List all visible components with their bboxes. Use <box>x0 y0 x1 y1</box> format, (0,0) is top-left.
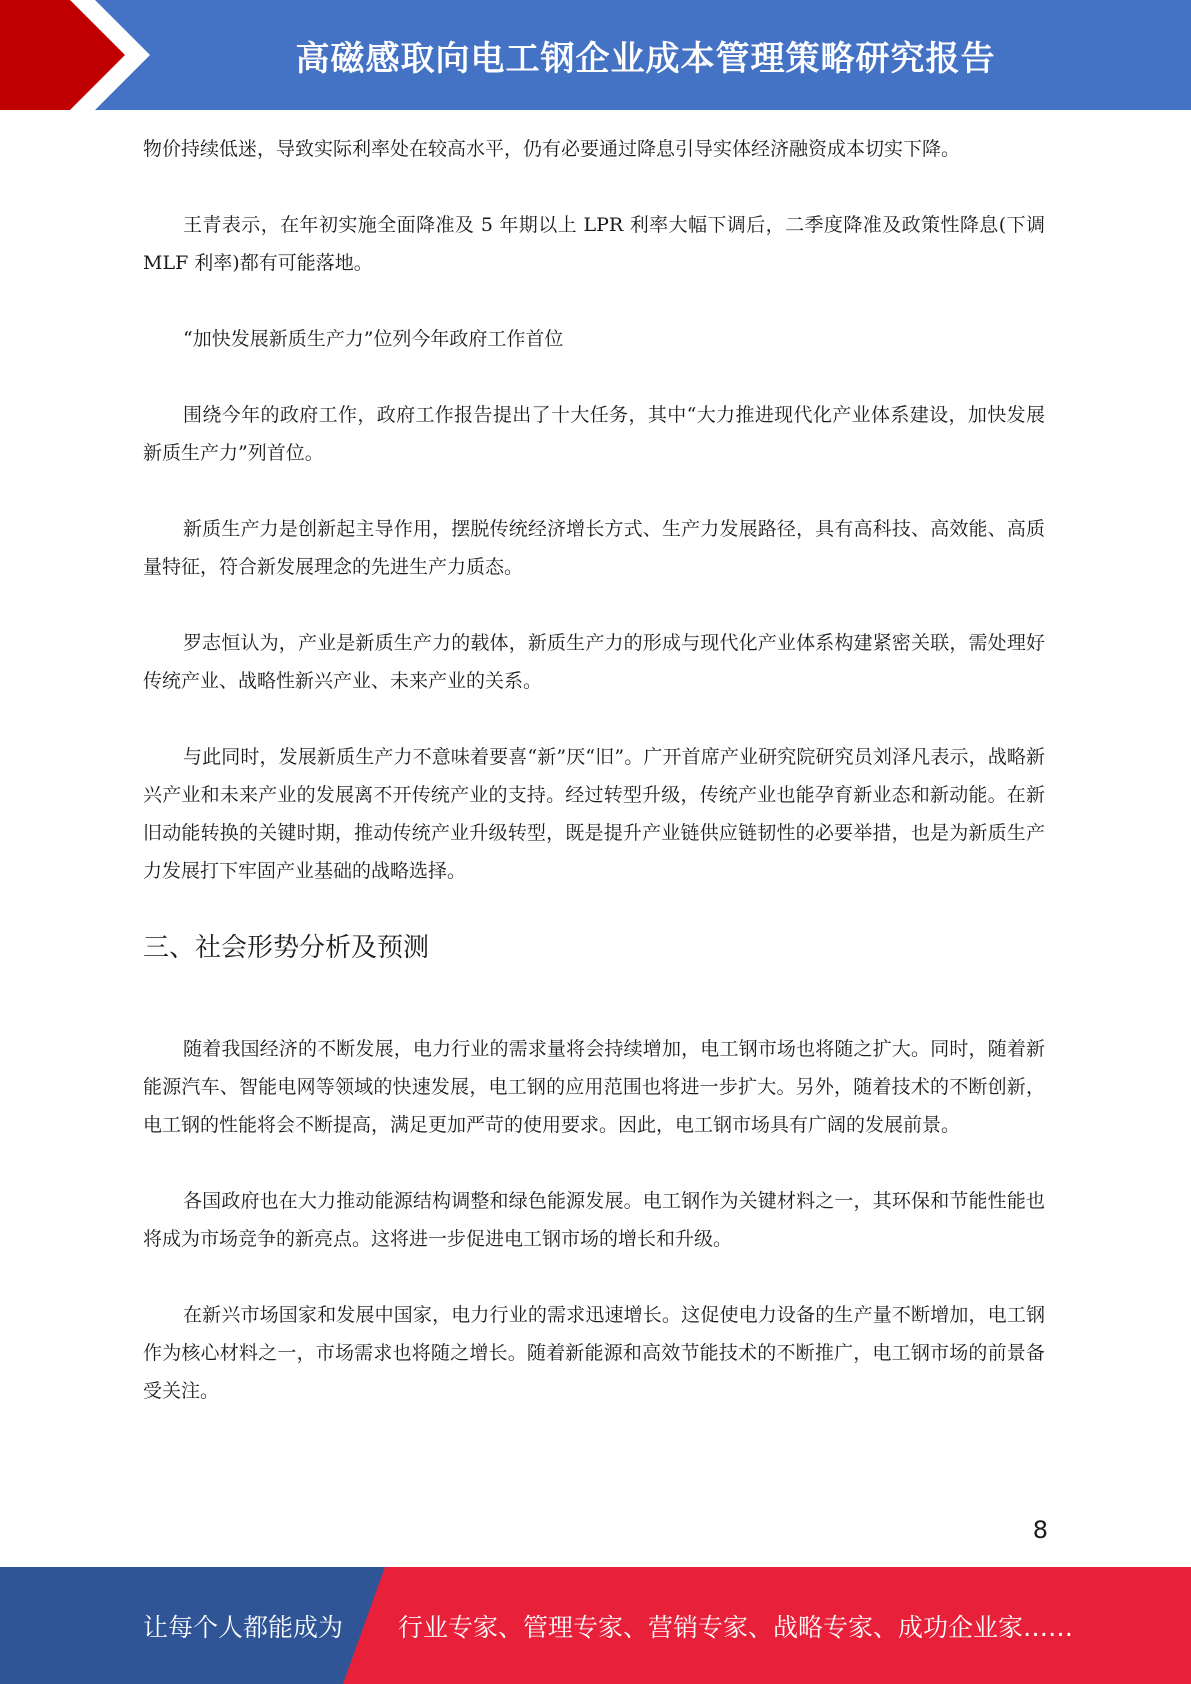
footer-slogan-left: 让每个人都能成为 <box>143 1612 344 1642</box>
header-arrow-decoration <box>0 0 170 110</box>
paragraph: 物价持续低迷，导致实际利率处在较高水平，仍有必要通过降息引导实体经济融资成本切实下降。 <box>143 138 961 160</box>
report-title: 高磁感取向电工钢企业成本管理策略研究报告 <box>295 38 996 79</box>
footer-slogan-right: 行业专家、管理专家、营销专家、战略专家、成功企业家…… <box>398 1612 1074 1642</box>
paragraph: 罗志恒认为，产业是新质生产力的载体，新质生产力的形成与现代化产业体系构建紧密关联，需处理好传统产业、战略性新兴产业、未来产业的关系。 <box>143 632 1045 692</box>
page-footer <box>0 1567 1191 1684</box>
paragraph: 各国政府也在大力推动能源结构调整和绿色能源发展。电工钢作为关键材料之一，其环保和节能性能也将成为市场竞争的新亮点。这将进一步促进电工钢市场的增长和升级。 <box>143 1190 1045 1250</box>
paragraph: “加快发展新质生产力”位列今年政府工作首位 <box>183 328 564 350</box>
paragraph: 围绕今年的政府工作，政府工作报告提出了十大任务，其中“大力推进现代化产业体系建设，加快发展新质生产力”列首位。 <box>143 404 1045 464</box>
paragraph: 新质生产力是创新起主导作用，摆脱传统经济增长方式、生产力发展路径，具有高科技、高效能、高质量特征，符合新发展理念的先进生产力质态。 <box>143 518 1045 578</box>
page-header <box>0 0 1191 110</box>
section-heading: 三、社会形势分析及预测 <box>143 933 430 963</box>
paragraph: 在新兴市场国家和发展中国家，电力行业的需求迅速增长。这促使电力设备的生产量不断增加，电工钢作为核心材料之一，市场需求也将随之增长。随着新能源和高效节能技术的不断推广，电工钢市场的前景备受关注。 <box>143 1304 1045 1402</box>
document-body <box>143 130 1045 1448</box>
paragraph: 王青表示，在年初实施全面降准及 5 年期以上 LPR 利率大幅下调后，二季度降准及政策性降息(下调 MLF 利率)都有可能落地。 <box>143 214 1045 274</box>
page-number: 8 <box>1032 1516 1048 1544</box>
paragraph: 随着我国经济的不断发展，电力行业的需求量将会持续增加，电工钢市场也将随之扩大。同时，随着新能源汽车、智能电网等领域的快速发展，电工钢的应用范围也将进一步扩大。另外，随着技术的不断创新，电工钢的性能将会不断提高，满足更加严苛的使用要求。因此，电工钢市场具有广阔的发展前景。 <box>143 1038 1045 1136</box>
paragraph: 与此同时，发展新质生产力不意味着要喜“新”厌“旧”。广开首席产业研究院研究员刘泽凡表示，战略新兴产业和未来产业的发展离不开传统产业的支持。经过转型升级，传统产业也能孕育新业态和新动能。在新旧动能转换的关键时期，推动传统产业升级转型，既是提升产业链供应链韧性的必要举措，也是为新质生产力发展打下牢固产业基础的战略选择。 <box>143 746 1045 882</box>
